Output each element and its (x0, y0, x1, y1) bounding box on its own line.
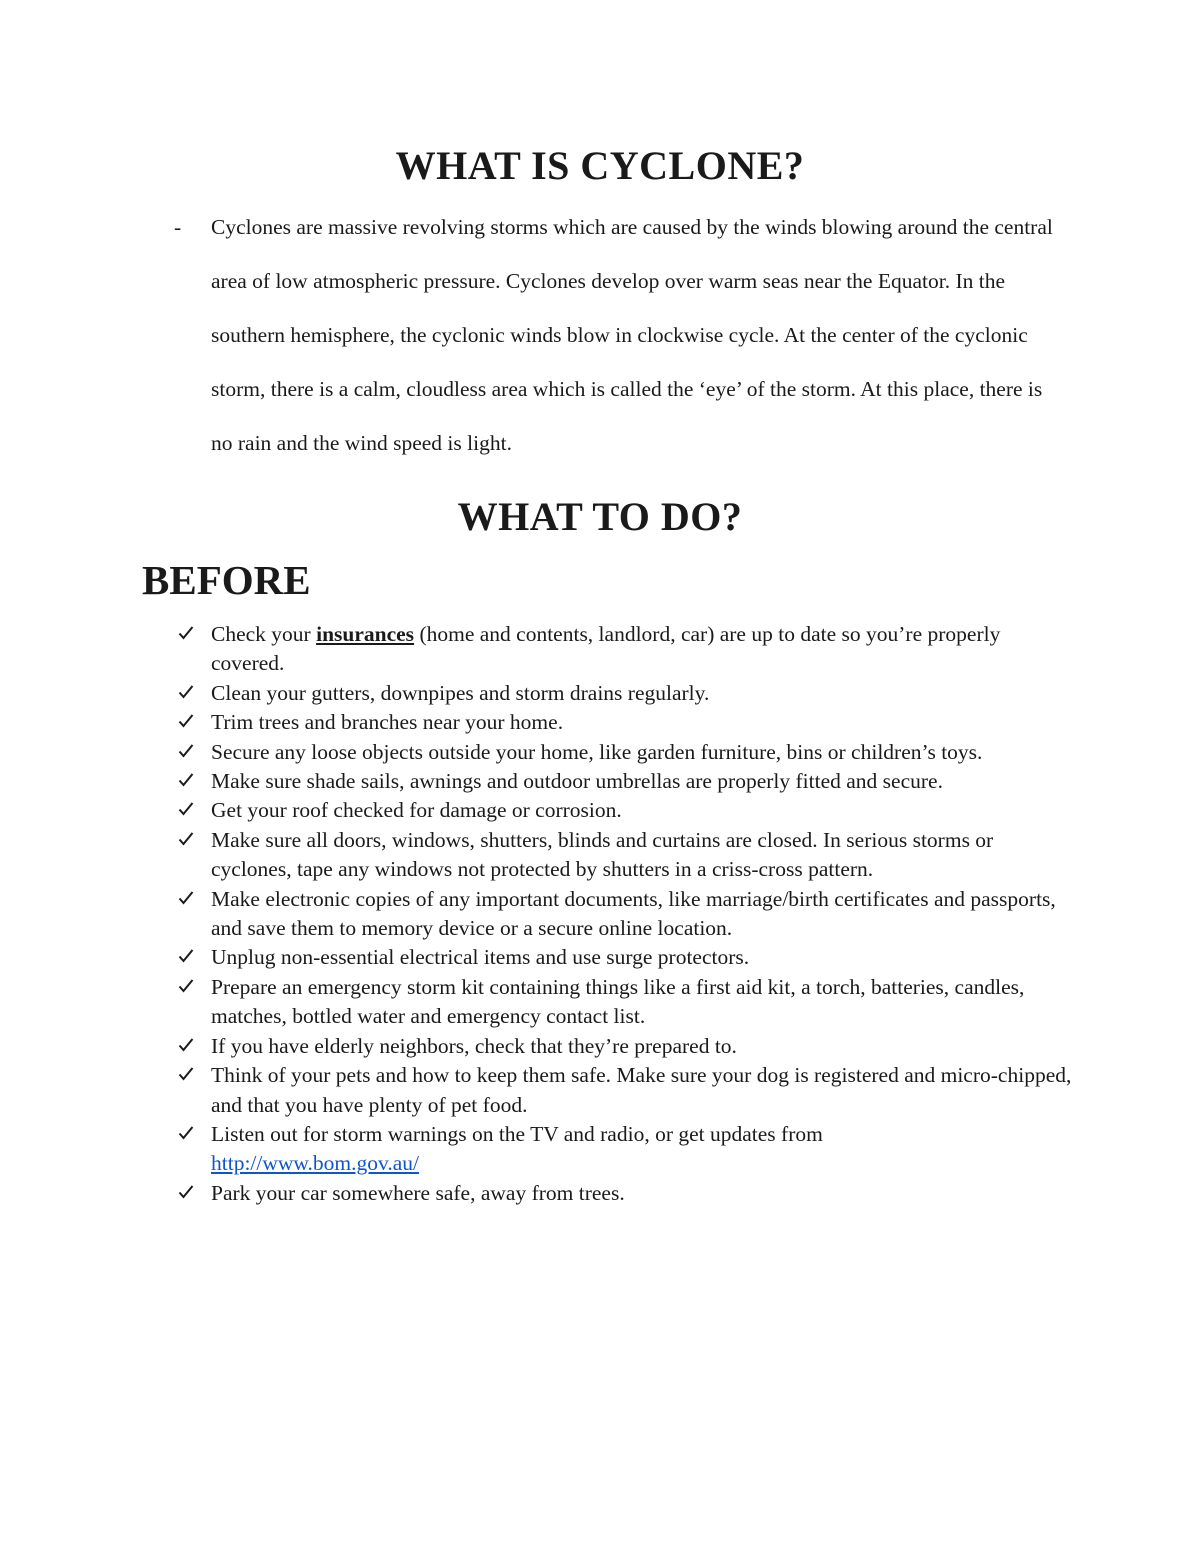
bom-link[interactable]: http://www.bom.gov.au/ (211, 1151, 420, 1176)
item-text: Get your roof checked for damage or corrosion. (211, 798, 622, 823)
item-text: Make sure shade sails, awnings and outdoor umbrellas are properly fitted and secure. (211, 769, 943, 794)
check-icon (178, 1120, 200, 1149)
checklist-item (178, 973, 1078, 1032)
item-text: Clean your gutters, downpipes and storm drains regularly. (211, 680, 710, 705)
before-checklist (178, 620, 1078, 1208)
check-icon (178, 885, 200, 914)
check-icon (178, 1179, 200, 1208)
checklist-item (178, 767, 1078, 796)
intro-section (174, 200, 1074, 470)
checklist-item (178, 620, 1078, 679)
checklist-item (178, 1032, 1078, 1061)
item-text: Trim trees and branches near your home. (211, 710, 564, 735)
checklist-item (178, 708, 1078, 737)
item-text-before: Check your (211, 622, 317, 646)
check-icon (178, 708, 200, 737)
check-icon (178, 943, 200, 972)
item-text: Park your car somewhere safe, away from trees. (211, 1180, 625, 1205)
item-text-after: (home and contents, landlord, car) are up to date so you’re properly covered. (211, 622, 1001, 676)
item-text: Make sure all doors, windows, shutters, blinds and curtains are closed. In serious storms or cyclones, tape any windows not protected by shutters in a criss-cross pattern. (211, 827, 994, 882)
checklist-item (178, 943, 1078, 972)
checklist-item (178, 679, 1078, 708)
checklist-item (178, 826, 1078, 885)
checklist-item (178, 1061, 1078, 1120)
title-what-is-cyclone: WHAT IS CYCLONE? (395, 143, 805, 188)
item-text: Make electronic copies of any important documents, like marriage/birth certificates and passports, and save them to memory device or a secure online location. (211, 886, 1056, 941)
item-text: Listen out for storm warnings on the TV and radio, or get updates from (211, 1121, 823, 1146)
insurances-emphasis: insurances (316, 622, 415, 646)
check-icon (178, 796, 200, 825)
checklist-item (178, 738, 1078, 767)
check-icon (178, 767, 200, 796)
check-icon (178, 826, 200, 855)
check-icon (178, 620, 200, 649)
item-text: Prepare an emergency storm kit containing things like a first aid kit, a torch, batteries, candles, matches, bottled water and emergency contact list. (211, 974, 1025, 1029)
title-before: BEFORE (142, 557, 311, 603)
item-text: If you have elderly neighbors, check that they’re prepared to. (211, 1033, 737, 1058)
item-text: Unplug non-essential electrical items and use surge protectors. (211, 945, 750, 970)
check-icon (178, 679, 200, 708)
check-icon (178, 1032, 200, 1061)
checklist-item (178, 885, 1078, 944)
intro-paragraph: Cyclones are massive revolving storms which are caused by the winds blowing around the central area of low atmospheric pressure. Cyclones develop over warm seas near the Equator. In the southern hemisphere, the cyclonic winds blow in clockwise cycle. At the center of the cyclonic storm, there is a calm, cloudless area which is called the ‘eye’ of the storm. At this place, there is no rain and the wind speed is light. (211, 215, 1053, 455)
item-text: Secure any loose objects outside your home, like garden furniture, bins or children’s toys. (211, 739, 983, 764)
checklist-item (178, 1179, 1078, 1208)
check-icon (178, 1061, 200, 1090)
checklist-item (178, 796, 1078, 825)
check-icon (178, 738, 200, 767)
dash-bullet: - (174, 215, 182, 239)
checklist-item (178, 1120, 1078, 1179)
item-text: Think of your pets and how to keep them safe. Make sure your dog is registered and micro-chipped, and that you have plenty of pet food. (211, 1063, 1072, 1117)
check-icon (178, 973, 200, 1002)
title-what-to-do: WHAT TO DO? (457, 494, 743, 539)
